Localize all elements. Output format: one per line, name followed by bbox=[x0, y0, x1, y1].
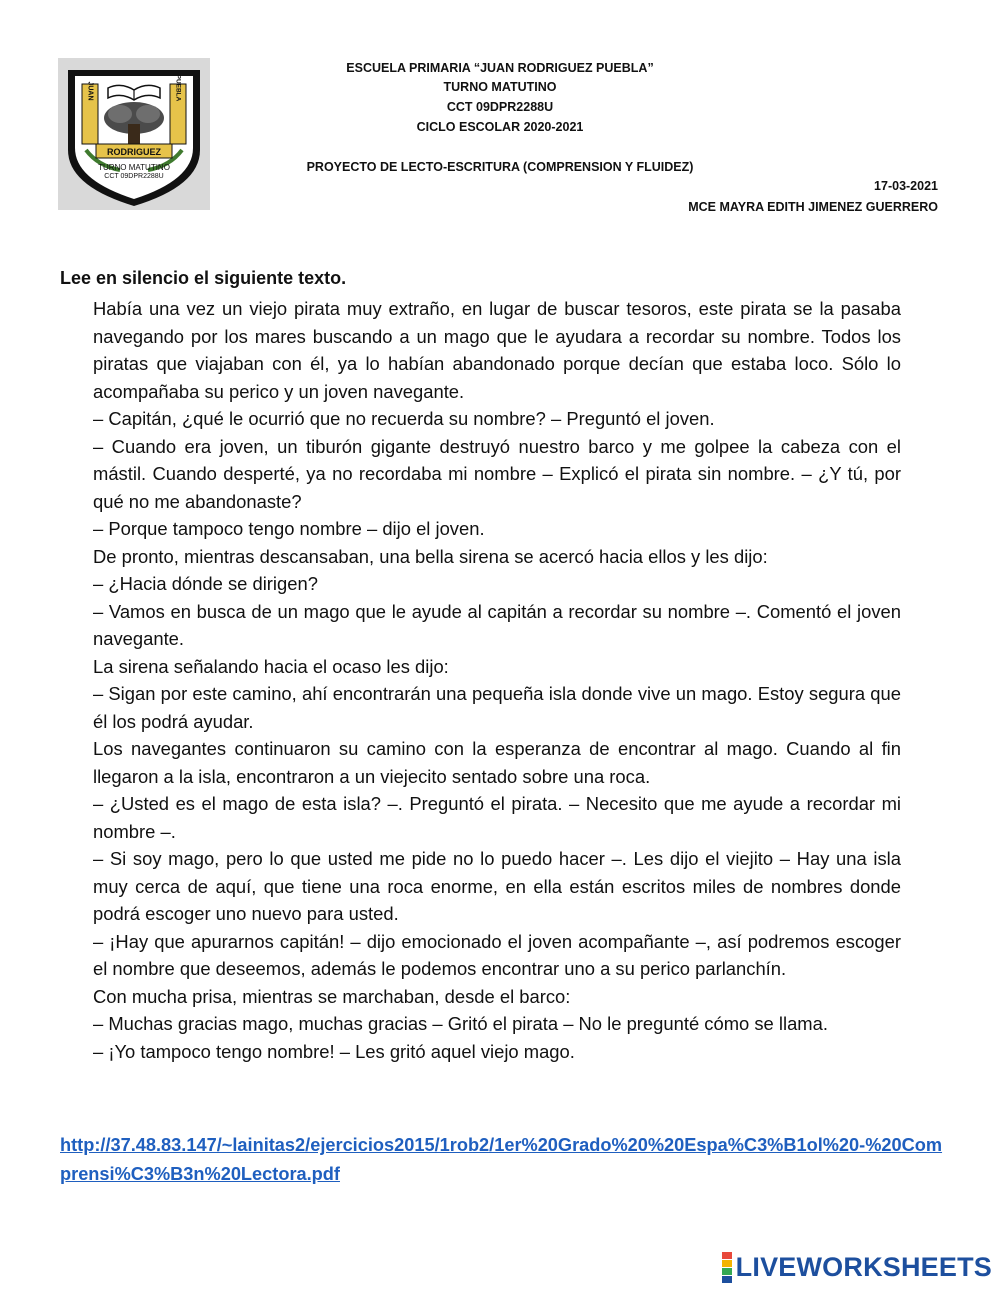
story-paragraph: Los navegantes continuaron su camino con la esperanza de encontrar al mago. Cuando al fin llegaron a la isla, encontraron a un viejecito sentado sobre una roca. bbox=[93, 738, 901, 787]
story-paragraph: Con mucha prisa, mientras se marchaban, desde el barco: bbox=[93, 985, 571, 1007]
story-paragraph: – Sigan por este camino, ahí encontrarán una pequeña isla donde vive un mago. Estoy segura que él los podrá ayudar. bbox=[93, 683, 901, 732]
school-name: ESCUELA PRIMARIA “JUAN RODRIGUEZ PUEBLA” bbox=[346, 61, 654, 75]
story-paragraph: – Porque tampoco tengo nombre – dijo el joven. bbox=[93, 518, 485, 539]
teacher-name: MCE MAYRA EDITH JIMENEZ GUERRERO bbox=[688, 200, 938, 214]
story-paragraph: – ¿Hacia dónde se dirigen? bbox=[93, 573, 318, 594]
story-paragraph: – ¡Yo tampoco tengo nombre! – Les gritó aquel viejo mago. bbox=[93, 1040, 575, 1062]
reading-instruction: Lee en silencio el siguiente texto. bbox=[60, 268, 347, 288]
school-shift: TURNO MATUTINO bbox=[443, 80, 557, 94]
story-paragraph: – Muchas gracias mago, muchas gracias – Gritó el pirata – No le pregunté cómo se llama. bbox=[93, 1013, 828, 1034]
story-paragraph: Había una vez un viejo pirata muy extraño, en lugar de buscar tesoros, este pirata se la pasaba navegando por los mares buscando a un mago que le ayudara a recordar su nombre. Todos los piratas que viajaban con él, ya lo habían abandonado porque decían que estaba loco. Sólo lo acompañaba su perico y un joven navegante. bbox=[93, 298, 901, 402]
school-cycle: CICLO ESCOLAR 2020-2021 bbox=[416, 120, 584, 134]
logo-banner-right: PUEBLA bbox=[174, 74, 182, 102]
liveworksheets-wordmark: LIVEWORKSHEETS bbox=[735, 1252, 992, 1282]
logo-banner-left: JUAN bbox=[86, 81, 94, 101]
document-date: 17-03-2021 bbox=[874, 179, 938, 193]
project-title: PROYECTO DE LECTO-ESCRITURA (COMPRENSION Y FLUIDEZ) bbox=[306, 160, 694, 174]
logo-line-1: TURNO MATUTINO bbox=[98, 163, 170, 172]
story-paragraph: – ¡Hay que apurarnos capitán! – dijo emocionado el joven acompañante –, así podremos escoger el nombre que deseemos, además le podemos encontrar uno a su perico parlanchín. bbox=[93, 930, 901, 979]
school-cct: CCT 09DPR2288U bbox=[446, 100, 554, 114]
story-paragraph: – ¿Usted es el mago de esta isla? –. Preguntó el pirata. – Necesito que me ayude a recordar mi nombre –. bbox=[93, 793, 901, 842]
source-link[interactable]: http://37.48.83.147/~lainitas2/ejercicios2015/1rob2/1er%20Grado%20%20Espa%C3%B1ol%20-%20Comprensi%C3%B3n%20Lectora.pdf bbox=[60, 1135, 943, 1184]
school-crest-logo bbox=[58, 58, 210, 210]
liveworksheets-icon bbox=[722, 1252, 732, 1283]
story-paragraph: – Si soy mago, pero lo que usted me pide no lo puedo hacer –. Les dijo el viejito – Hay una isla muy cerca de aquí, que tiene una roca enorme, en ella están escritos miles de nombres donde podrá escoger uno nuevo para usted. bbox=[93, 848, 901, 924]
story-paragraph: – Cuando era joven, un tiburón gigante destruyó nuestro barco y me golpee la cabeza con el mástil. Cuando desperté, ya no recordaba mi nombre – Explicó el pirata sin nombre. – ¿Y tú, por qué no me abandonaste? bbox=[93, 435, 901, 512]
story-paragraph: De pronto, mientras descansaban, una bella sirena se acercó hacia ellos y les dijo: bbox=[93, 545, 768, 567]
story-paragraph: – Capitán, ¿qué le ocurrió que no recuerda su nombre? – Preguntó el joven. bbox=[93, 408, 715, 429]
story-paragraph: La sirena señalando hacia el ocaso les dijo: bbox=[93, 655, 449, 677]
liveworksheets-brand bbox=[722, 1252, 992, 1283]
logo-banner-bottom: RODRIGUEZ bbox=[107, 147, 161, 157]
story-text bbox=[93, 295, 901, 1065]
story-paragraph: – Vamos en busca de un mago que le ayude al capitán a recordar su nombre –. Comentó el joven navegante. bbox=[93, 600, 901, 649]
logo-line-2: CCT 09DPR2288U bbox=[104, 173, 164, 180]
